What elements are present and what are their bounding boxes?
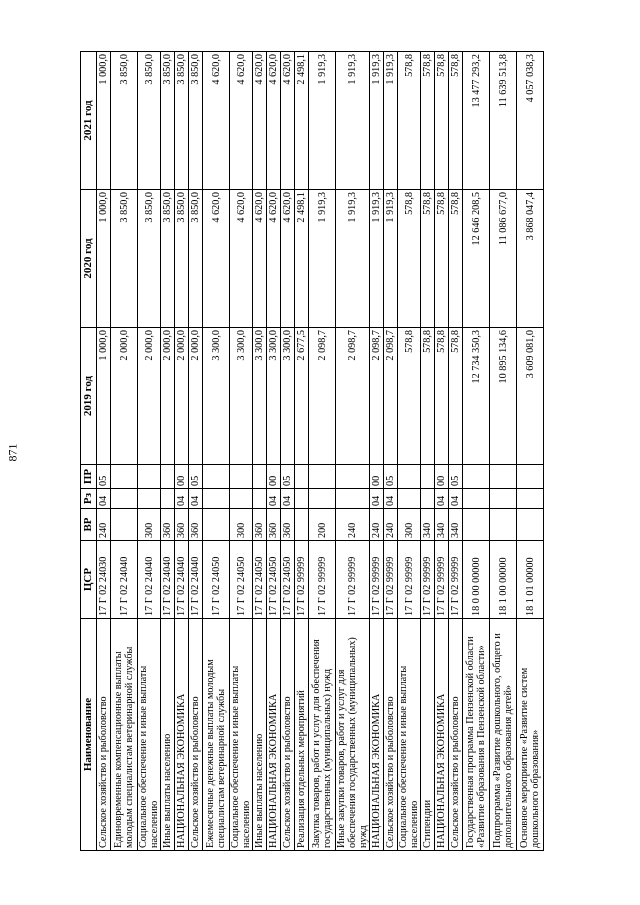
table-row [370, 52, 384, 851]
row-value-2021: 1 919,3 [309, 52, 336, 190]
row-value-2019: 578,8 [449, 328, 463, 465]
row-value-2019: 578,8 [398, 328, 421, 465]
row-value-2020: 1 919,3 [370, 190, 384, 328]
budget-table [80, 51, 544, 851]
row-name: НАЦИОНАЛЬНАЯ ЭКОНОМИКА [267, 619, 281, 851]
table-row [435, 52, 449, 851]
row-name: Сельское хозяйство и рыболовство [189, 619, 203, 851]
row-value-2020: 3 850,0 [189, 190, 203, 328]
row-vr: 340 [435, 509, 449, 541]
row-csr: 17 Г 02 99999 [309, 541, 336, 619]
row-value-2019: 2 000,0 [161, 328, 175, 465]
row-vr: 360 [175, 509, 189, 541]
row-csr: 17 Г 02 24050 [281, 541, 295, 619]
row-value-2019: 2 098,7 [336, 328, 370, 465]
header-name: Наименование [81, 619, 97, 851]
header-2021: 2021 год [81, 52, 97, 190]
row-csr: 17 Г 02 24040 [189, 541, 203, 619]
row-value-2020: 1 919,3 [336, 190, 370, 328]
row-name: Социальное обеспечение и иные выплаты населению [398, 619, 421, 851]
row-vr: 240 [97, 509, 111, 541]
table-row [189, 52, 203, 851]
row-value-2021: 3 850,0 [111, 52, 138, 190]
table-row [267, 52, 281, 851]
row-rz [203, 489, 230, 509]
row-value-2019: 2 000,0 [175, 328, 189, 465]
row-csr: 17 Г 02 24040 [175, 541, 189, 619]
table-row [517, 52, 544, 851]
row-value-2019: 578,8 [435, 328, 449, 465]
row-value-2021: 11 639 513,8 [490, 52, 517, 190]
row-value-2019: 3 300,0 [281, 328, 295, 465]
header-csr: ЦСР [81, 541, 97, 619]
row-value-2019: 3 609 081,0 [517, 328, 544, 465]
row-vr: 360 [267, 509, 281, 541]
row-pr [138, 465, 161, 489]
header-rz: Рз [81, 489, 97, 509]
row-pr [421, 465, 435, 489]
row-value-2021: 1 919,3 [336, 52, 370, 190]
row-value-2021: 13 477 293,2 [463, 52, 490, 190]
table-row [138, 52, 161, 851]
table-row [384, 52, 398, 851]
row-value-2019: 2 677,5 [295, 328, 309, 465]
row-vr: 360 [161, 509, 175, 541]
row-value-2021: 2 498,1 [295, 52, 309, 190]
row-value-2019: 3 300,0 [230, 328, 253, 465]
row-csr: 17 Г 02 99999 [370, 541, 384, 619]
row-rz: 04 [435, 489, 449, 509]
row-vr: 300 [230, 509, 253, 541]
row-rz: 04 [384, 489, 398, 509]
row-pr: 05 [281, 465, 295, 489]
row-vr: 360 [253, 509, 267, 541]
row-csr: 17 Г 02 99999 [435, 541, 449, 619]
row-value-2020: 2 498,1 [295, 190, 309, 328]
rotated-budget-table-container [80, 52, 551, 851]
row-csr: 17 Г 02 24040 [161, 541, 175, 619]
row-value-2019: 2 098,7 [309, 328, 336, 465]
table-row [449, 52, 463, 851]
row-value-2019: 2 000,0 [138, 328, 161, 465]
row-rz [336, 489, 370, 509]
row-pr: 05 [449, 465, 463, 489]
row-name: Ежемесячные денежные выплаты молодым специалистам ветеринарной службы [203, 619, 230, 851]
row-pr [517, 465, 544, 489]
row-value-2021: 4 620,0 [230, 52, 253, 190]
table-row [490, 52, 517, 851]
row-value-2020: 3 850,0 [175, 190, 189, 328]
row-value-2021: 4 057 038,3 [517, 52, 544, 190]
row-vr [490, 509, 517, 541]
row-value-2020: 578,8 [421, 190, 435, 328]
row-csr: 17 Г 02 99999 [336, 541, 370, 619]
row-csr: 17 Г 02 99999 [295, 541, 309, 619]
header-vr: ВР [81, 509, 97, 541]
row-value-2019: 2 000,0 [111, 328, 138, 465]
row-value-2019: 2 000,0 [189, 328, 203, 465]
row-csr: 17 Г 02 24050 [203, 541, 230, 619]
row-name: Сельское хозяйство и рыболовство [281, 619, 295, 851]
row-name: Иные выплаты населению [253, 619, 267, 851]
row-value-2021: 3 850,0 [175, 52, 189, 190]
table-row [336, 52, 370, 851]
row-name: Государственная программа Пензенской области «Развитие образования в Пензенской области» [463, 619, 490, 851]
row-value-2020: 578,8 [398, 190, 421, 328]
row-vr [111, 509, 138, 541]
row-pr [203, 465, 230, 489]
row-vr: 300 [138, 509, 161, 541]
row-value-2019: 2 098,7 [370, 328, 384, 465]
row-name: НАЦИОНАЛЬНАЯ ЭКОНОМИКА [175, 619, 189, 851]
row-name: Социальное обеспечение и иные выплаты населению [138, 619, 161, 851]
row-value-2020: 3 868 047,4 [517, 190, 544, 328]
row-value-2019: 3 300,0 [203, 328, 230, 465]
row-value-2020: 1 000,0 [97, 190, 111, 328]
table-row [309, 52, 336, 851]
row-value-2021: 4 620,0 [203, 52, 230, 190]
header-2019: 2019 год [81, 328, 97, 465]
row-name: Подпрограмма «Развитие дошкольного, общего и дополнительного образования детей» [490, 619, 517, 851]
row-name: Социальное обеспечение и иные выплаты населению [230, 619, 253, 851]
row-value-2020: 578,8 [449, 190, 463, 328]
row-value-2019: 12 734 350,3 [463, 328, 490, 465]
row-pr: 00 [370, 465, 384, 489]
row-pr [463, 465, 490, 489]
row-pr [295, 465, 309, 489]
row-rz [138, 489, 161, 509]
row-csr: 18 1 01 00000 [517, 541, 544, 619]
row-vr: 240 [370, 509, 384, 541]
row-pr [398, 465, 421, 489]
row-csr: 17 Г 02 99999 [449, 541, 463, 619]
row-value-2020: 3 850,0 [138, 190, 161, 328]
row-rz [398, 489, 421, 509]
row-name: Закупка товаров, работ и услуг для обеспечения государственных (муниципальных) нужд [309, 619, 336, 851]
row-value-2020: 4 620,0 [230, 190, 253, 328]
page-number-text: 871 [5, 443, 20, 462]
row-rz [111, 489, 138, 509]
row-csr: 17 Г 02 99999 [421, 541, 435, 619]
row-value-2021: 4 620,0 [253, 52, 267, 190]
row-rz [309, 489, 336, 509]
table-row [203, 52, 230, 851]
row-pr [253, 465, 267, 489]
row-value-2021: 578,8 [435, 52, 449, 190]
row-rz: 04 [267, 489, 281, 509]
row-rz: 04 [449, 489, 463, 509]
row-value-2019: 2 098,7 [384, 328, 398, 465]
row-vr: 340 [449, 509, 463, 541]
row-value-2021: 578,8 [421, 52, 435, 190]
table-row [111, 52, 138, 851]
row-value-2021: 1 919,3 [384, 52, 398, 190]
table-row [421, 52, 435, 851]
row-csr: 17 Г 02 24050 [267, 541, 281, 619]
row-csr: 17 Г 02 24040 [138, 541, 161, 619]
row-value-2021: 3 850,0 [161, 52, 175, 190]
row-value-2019: 10 895 134,6 [490, 328, 517, 465]
row-csr: 17 Г 02 24030 [97, 541, 111, 619]
row-name: Иные выплаты населению [161, 619, 175, 851]
row-csr: 17 Г 02 99999 [384, 541, 398, 619]
row-value-2020: 12 646 208,5 [463, 190, 490, 328]
table-body [97, 52, 544, 851]
row-value-2020: 11 086 677,0 [490, 190, 517, 328]
row-value-2020: 4 620,0 [281, 190, 295, 328]
row-pr: 05 [384, 465, 398, 489]
row-value-2021: 578,8 [449, 52, 463, 190]
row-rz [490, 489, 517, 509]
row-rz: 04 [281, 489, 295, 509]
row-name: Иные закупки товаров, работ и услуг для обеспечения государственных (муниципальных) нужд [336, 619, 370, 851]
row-name: Единовременные компенсационные выплаты молодым специалистам ветеринарной службы [111, 619, 138, 851]
row-pr [336, 465, 370, 489]
row-value-2021: 3 850,0 [189, 52, 203, 190]
row-rz [253, 489, 267, 509]
row-value-2021: 3 850,0 [138, 52, 161, 190]
page-number [0, 0, 26, 905]
row-value-2020: 3 850,0 [161, 190, 175, 328]
row-csr: 17 Г 02 24050 [230, 541, 253, 619]
row-vr: 340 [421, 509, 435, 541]
row-value-2020: 3 850,0 [111, 190, 138, 328]
row-value-2020: 578,8 [435, 190, 449, 328]
row-value-2019: 1 000,0 [97, 328, 111, 465]
table-row [398, 52, 421, 851]
row-rz [230, 489, 253, 509]
row-pr [490, 465, 517, 489]
row-vr: 200 [309, 509, 336, 541]
row-vr: 360 [281, 509, 295, 541]
row-csr: 17 Г 02 24050 [253, 541, 267, 619]
row-csr: 17 Г 02 99999 [398, 541, 421, 619]
row-value-2021: 4 620,0 [267, 52, 281, 190]
table-row [253, 52, 267, 851]
table-row [97, 52, 111, 851]
row-name: НАЦИОНАЛЬНАЯ ЭКОНОМИКА [370, 619, 384, 851]
row-rz: 04 [97, 489, 111, 509]
row-vr [203, 509, 230, 541]
row-value-2019: 3 300,0 [267, 328, 281, 465]
row-rz: 04 [370, 489, 384, 509]
row-vr: 360 [189, 509, 203, 541]
row-vr: 300 [398, 509, 421, 541]
table-row [295, 52, 309, 851]
row-pr: 05 [189, 465, 203, 489]
header-pr: ПР [81, 465, 97, 489]
row-pr: 05 [97, 465, 111, 489]
row-value-2020: 4 620,0 [267, 190, 281, 328]
row-vr [295, 509, 309, 541]
row-rz: 04 [189, 489, 203, 509]
row-rz [421, 489, 435, 509]
row-pr [111, 465, 138, 489]
row-value-2021: 1 000,0 [97, 52, 111, 190]
row-value-2021: 4 620,0 [281, 52, 295, 190]
row-pr [230, 465, 253, 489]
table-row [463, 52, 490, 851]
row-vr: 240 [384, 509, 398, 541]
row-pr: 00 [267, 465, 281, 489]
row-pr: 00 [175, 465, 189, 489]
row-name: Сельское хозяйство и рыболовство [384, 619, 398, 851]
row-name: Сельское хозяйство и рыболовство [449, 619, 463, 851]
table-row [175, 52, 189, 851]
row-csr: 18 0 00 00000 [463, 541, 490, 619]
row-vr [463, 509, 490, 541]
row-value-2019: 3 300,0 [253, 328, 267, 465]
row-csr: 18 1 00 00000 [490, 541, 517, 619]
row-name: Основное мероприятие «Развитие систем дошкольного образования» [517, 619, 544, 851]
row-pr [309, 465, 336, 489]
row-value-2021: 1 919,3 [370, 52, 384, 190]
table-row [161, 52, 175, 851]
row-vr [517, 509, 544, 541]
row-rz [463, 489, 490, 509]
row-rz: 04 [175, 489, 189, 509]
row-name: НАЦИОНАЛЬНАЯ ЭКОНОМИКА [435, 619, 449, 851]
row-value-2020: 4 620,0 [203, 190, 230, 328]
row-pr [161, 465, 175, 489]
row-pr: 00 [435, 465, 449, 489]
row-value-2020: 1 919,3 [384, 190, 398, 328]
row-value-2020: 4 620,0 [253, 190, 267, 328]
row-value-2020: 1 919,3 [309, 190, 336, 328]
row-vr: 240 [336, 509, 370, 541]
row-name: Реализация отдельных мероприятий [295, 619, 309, 851]
row-rz [517, 489, 544, 509]
row-name: Сельское хозяйство и рыболовство [97, 619, 111, 851]
row-rz [161, 489, 175, 509]
row-value-2019: 578,8 [421, 328, 435, 465]
row-rz [295, 489, 309, 509]
table-row [230, 52, 253, 851]
row-csr: 17 Г 02 24040 [111, 541, 138, 619]
row-value-2021: 578,8 [398, 52, 421, 190]
table-header-row [81, 52, 97, 851]
row-name: Стипендии [421, 619, 435, 851]
header-2020: 2020 год [81, 190, 97, 328]
table-row [281, 52, 295, 851]
